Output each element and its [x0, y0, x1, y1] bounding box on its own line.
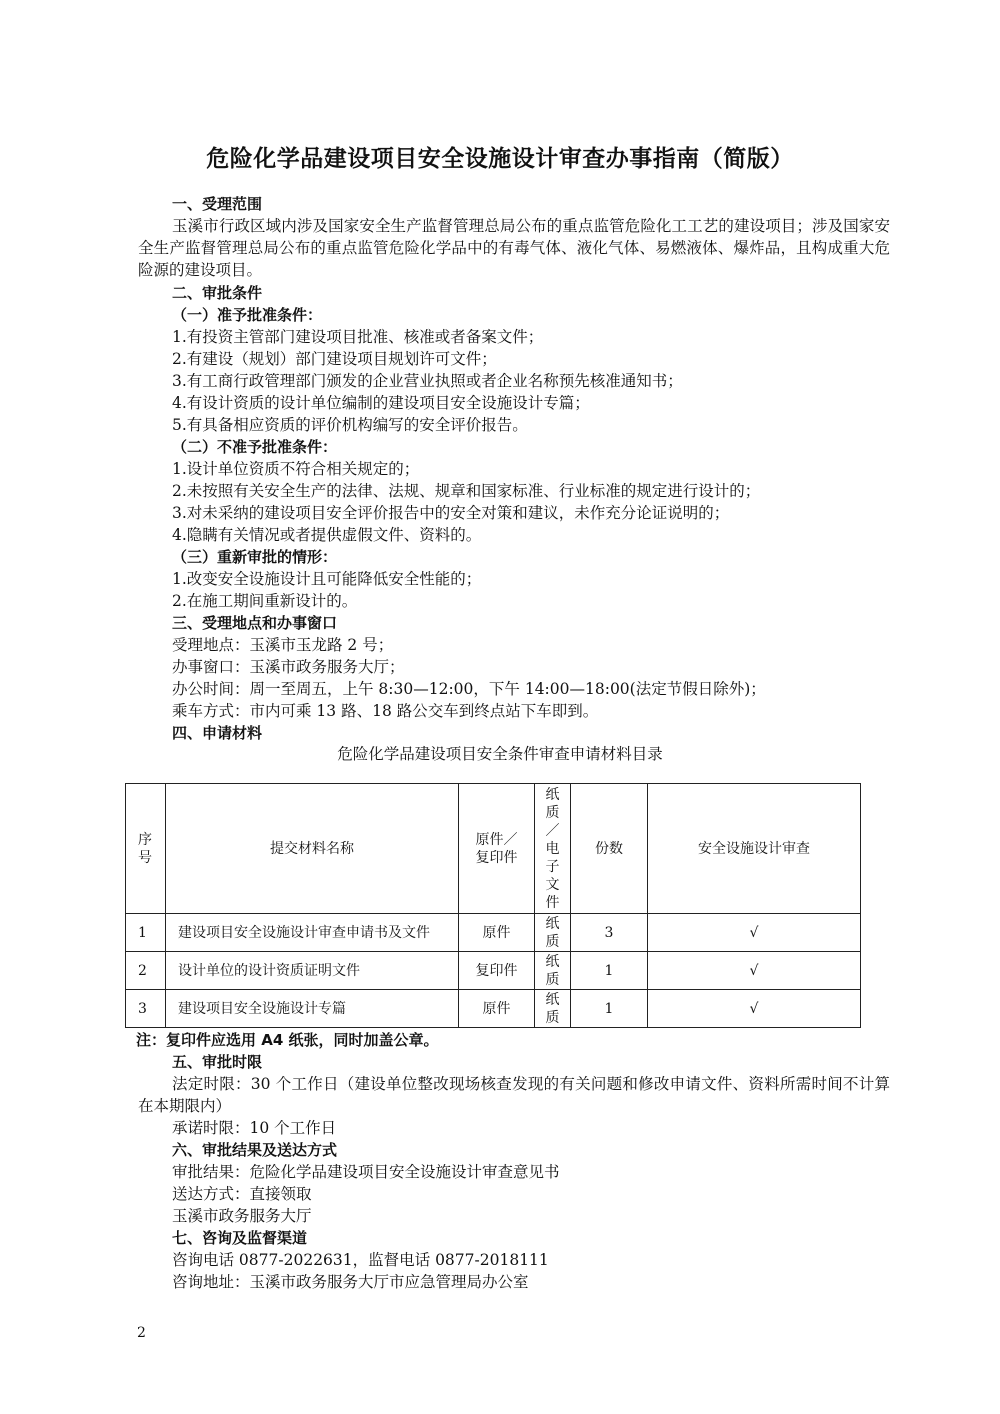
- table-row: [126, 990, 861, 1028]
- transit-line: 乘车方式：市内可乘 13 路、18 路公交车到终点站下车即到。: [172, 702, 599, 720]
- delivery-place: 玉溪市政务服务大厅: [172, 1207, 312, 1225]
- row-paper: 纸质: [535, 914, 571, 952]
- section-heading-materials: 四、申请材料: [172, 724, 263, 742]
- materials-table: [125, 783, 861, 1028]
- hours-line: 办公时间：周一至周五，上午 8:30—12:00，下午 14:00—18:00(法定节假日除外)；: [172, 680, 766, 698]
- list-item: 4.隐瞒有关情况或者提供虚假文件、资料的。: [172, 526, 482, 544]
- subheading-reapproval: （三）重新审批的情形：: [172, 548, 338, 566]
- table-row: [126, 952, 861, 990]
- result-line: 审批结果：危险化学品建设项目安全设施设计审查意见书: [172, 1163, 560, 1181]
- list-item: 2.在施工期间重新设计的。: [172, 592, 358, 610]
- list-item: 2.未按照有关安全生产的法律、法规、规章和国家标准、行业标准的规定进行设计的；: [172, 482, 761, 500]
- row-count: 3: [571, 914, 648, 952]
- row-review: √: [648, 990, 861, 1028]
- section-heading-result: 六、审批结果及送达方式: [172, 1141, 338, 1159]
- section-heading-scope: 一、受理范围: [172, 195, 263, 213]
- table-header-row: [126, 784, 861, 914]
- row-count: 1: [571, 952, 648, 990]
- row-paper: 纸质: [535, 952, 571, 990]
- section-heading-conditions: 二、审批条件: [172, 284, 263, 302]
- header-name: 提交材料名称: [166, 784, 459, 914]
- header-review: 安全设施设计审查: [648, 784, 861, 914]
- list-item: 1.设计单位资质不符合相关规定的；: [172, 460, 420, 478]
- row-name: 建设项目安全设施设计专篇: [166, 990, 459, 1028]
- address-line: 咨询地址：玉溪市政务服务大厅市应急管理局办公室: [172, 1273, 529, 1291]
- row-count: 1: [571, 990, 648, 1028]
- window-line: 办事窗口：玉溪市政务服务大厅；: [172, 658, 405, 676]
- page-number: 2: [137, 1325, 146, 1341]
- row-review: √: [648, 952, 861, 990]
- list-item: 5.有具备相应资质的评价机构编写的安全评价报告。: [172, 416, 528, 434]
- row-seq: 3: [126, 990, 166, 1028]
- row-orig: 原件: [459, 990, 535, 1028]
- header-orig: 原件／复印件: [459, 784, 535, 914]
- row-seq: 1: [126, 914, 166, 952]
- section-heading-consult: 七、咨询及监督渠道: [172, 1229, 308, 1247]
- scope-paragraph: 玉溪市行政区域内涉及国家安全生产监督管理总局公布的重点监管危险化工工艺的建设项目；涉及国家安全生产监督管理总局公布的重点监管危险化学品中的有毒气体、液化气体、易燃液体、爆炸品，且构成重大危险源的建设项目。: [138, 217, 890, 279]
- row-paper: 纸质: [535, 990, 571, 1028]
- subheading-reject: （二）不准予批准条件：: [172, 438, 338, 456]
- list-item: 3.有工商行政管理部门颁发的企业营业执照或者企业名称预先核准通知书；: [172, 372, 683, 390]
- header-seq: 序号: [126, 784, 166, 914]
- header-paper: 纸质／电子文件: [535, 784, 571, 914]
- row-orig: 复印件: [459, 952, 535, 990]
- list-item: 4.有设计资质的设计单位编制的建设项目安全设施设计专篇；: [172, 394, 590, 412]
- phone-line: 咨询电话 0877-2022631，监督电话 0877-2018111: [172, 1251, 549, 1269]
- location-line: 受理地点：玉溪市玉龙路 2 号；: [172, 636, 394, 654]
- list-item: 2.有建设（规划）部门建设项目规划许可文件；: [172, 350, 497, 368]
- legal-timelimit: 法定时限：30 个工作日（建设单位整改现场核查发现的有关问题和修改申请文件、资料所需时间不计算在本期限内）: [138, 1075, 890, 1115]
- list-item: 1.改变安全设施设计且可能降低安全性能的；: [172, 570, 482, 588]
- row-name: 建设项目安全设施设计审查申请书及文件: [166, 914, 459, 952]
- page-title: 危险化学品建设项目安全设施设计审查办事指南（简版）: [206, 146, 794, 172]
- row-seq: 2: [126, 952, 166, 990]
- section-heading-timelimit: 五、审批时限: [172, 1053, 263, 1071]
- promise-timelimit: 承诺时限：10 个工作日: [172, 1119, 337, 1137]
- subheading-approve: （一）准予批准条件：: [172, 306, 323, 324]
- row-name: 设计单位的设计资质证明文件: [166, 952, 459, 990]
- list-item: 3.对未采纳的建设项目安全评价报告中的安全对策和建议，未作充分论证说明的；: [172, 504, 730, 522]
- header-count: 份数: [571, 784, 648, 914]
- section-heading-location: 三、受理地点和办事窗口: [172, 614, 338, 632]
- table-caption: 危险化学品建设项目安全条件审查申请材料目录: [337, 745, 663, 763]
- row-review: √: [648, 914, 861, 952]
- table-row: [126, 914, 861, 952]
- table-note: 注：复印件应选用 A4 纸张，同时加盖公章。: [136, 1031, 439, 1049]
- delivery-line: 送达方式：直接领取: [172, 1185, 312, 1203]
- list-item: 1.有投资主管部门建设项目批准、核准或者备案文件；: [172, 328, 544, 346]
- row-orig: 原件: [459, 914, 535, 952]
